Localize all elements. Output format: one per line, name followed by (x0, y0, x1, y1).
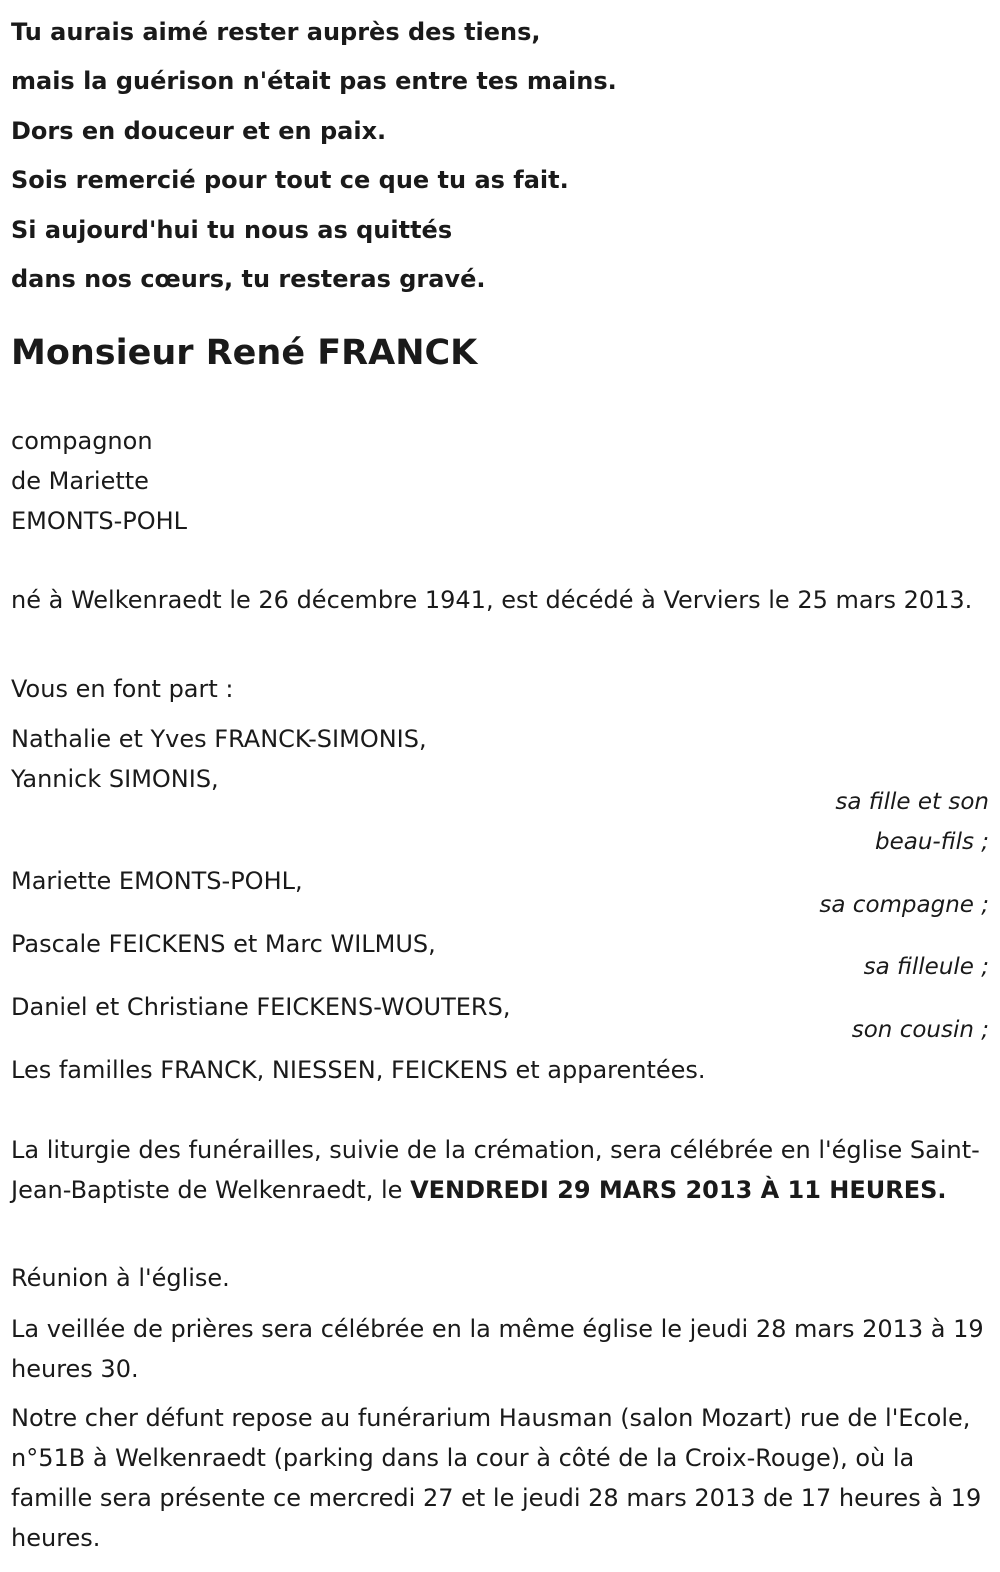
poem-line: dans nos cœurs, tu resteras gravé. (11, 265, 486, 294)
liturgy-body: La liturgie des funérailles, suivie de la crémation, sera célébrée en l'église Saint-Jean-Baptiste de Welkenraedt, le (11, 1136, 980, 1204)
deceased-name: Monsieur René FRANCK (11, 333, 478, 373)
liturgy-text (11, 1130, 989, 1210)
announcer-names: Yannick SIMONIS, (11, 765, 219, 793)
relation-line: compagnon (11, 427, 153, 455)
announcer-relation: beau-fils ; (874, 829, 989, 855)
poem-line: mais la guérison n'était pas entre tes mains. (11, 67, 617, 96)
announcer-names: Pascale FEICKENS et Marc WILMUS, (11, 930, 436, 958)
meeting-text: Réunion à l'église. (11, 1264, 230, 1292)
families-line: Les familles FRANCK, NIESSEN, FEICKENS et apparentées. (11, 1056, 706, 1084)
announcer-names: Daniel et Christiane FEICKENS-WOUTERS, (11, 993, 511, 1021)
relation-line: de Mariette (11, 467, 149, 495)
announcer-relation: sa filleule ; (863, 954, 989, 980)
poem-line: Si aujourd'hui tu nous as quittés (11, 215, 453, 244)
poem-line: Sois remercié pour tout ce que tu as fait. (11, 166, 569, 195)
liturgy-date: VENDREDI 29 MARS 2013 À 11 HEURES. (410, 1176, 947, 1204)
poem (11, 0, 989, 304)
announcer-names: Nathalie et Yves FRANCK-SIMONIS, (11, 725, 427, 753)
poem-line: Tu aurais aimé rester auprès des tiens, (11, 18, 541, 46)
poem-line: Dors en douceur et en paix. (11, 116, 387, 145)
announcer-names: Mariette EMONTS-POHL, (11, 867, 303, 895)
vigil-text: La veillée de prières sera célébrée en la même église le jeudi 28 mars 2013 à 19 heures 30. (11, 1315, 984, 1383)
rest-text: Notre cher défunt repose au funérarium Hausman (salon Mozart) rue de l'Ecole, n°51B à Welkenraedt (parking dans la cour à côté de la Croix-Rouge), où la famille sera présente ce mercredi 27 et le jeudi 28 mars 2013 de 17 heures à 19 heures. (11, 1404, 982, 1552)
birth-death-text: né à Welkenraedt le 26 décembre 1941, est décédé à Verviers le 25 mars 2013. (11, 586, 973, 614)
relation-block (11, 421, 989, 541)
announcer-relation: sa fille et son (835, 789, 989, 815)
relation-line: EMONTS-POHL (11, 507, 188, 535)
announcer-relation: son cousin ; (851, 1017, 989, 1043)
obituary-page (11, 0, 989, 1552)
announcers-intro: Vous en font part : (11, 675, 234, 703)
announcer-relation: sa compagne ; (819, 892, 989, 918)
